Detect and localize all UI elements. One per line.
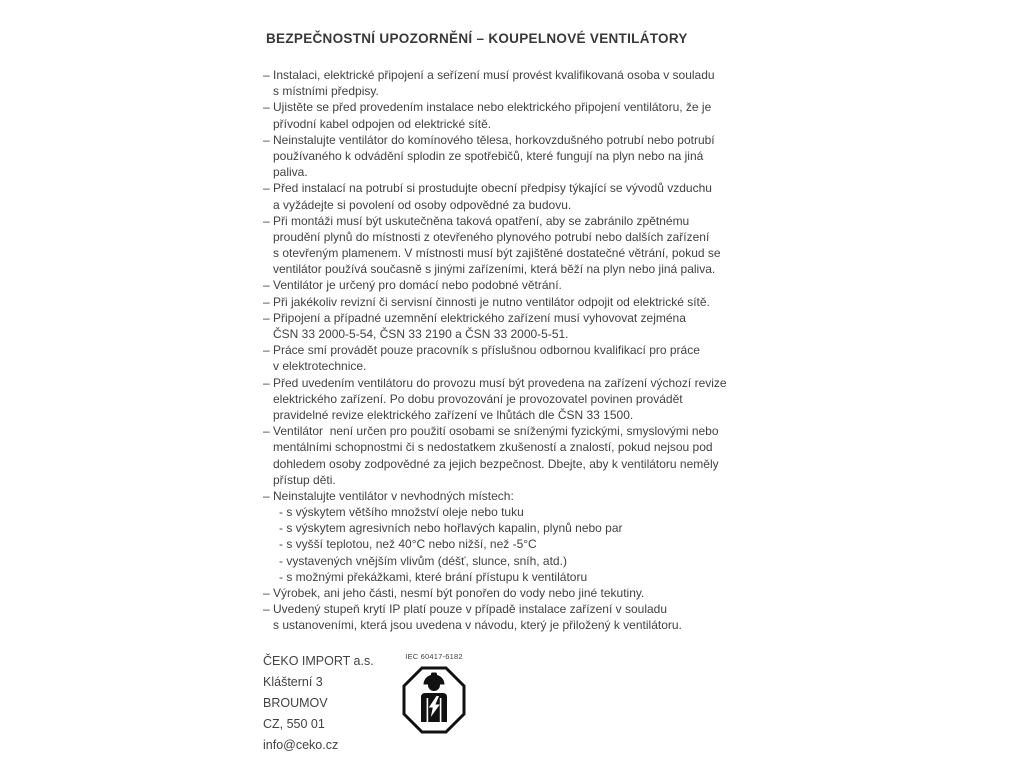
warning-line: - s výskytem agresivních nebo hořlavých kapalin, plynů nebo par — [279, 521, 623, 536]
warning-list — [263, 67, 727, 634]
warning-line: a vyžádejte si povolení od osoby odpovědné za budovu. — [273, 197, 572, 212]
cert-block — [401, 652, 467, 734]
warning-line: proudění plynů do místnosti z otevřeného plynového potrubí nebo dalších zařízení — [273, 229, 710, 244]
arm-separator-right — [440, 698, 442, 722]
warning-line: - s možnými překážkami, které brání přístupu k ventilátoru — [279, 569, 588, 584]
warning-line: elektrického zařízení. Po dobu provozování je provozovatel povinen provádět — [273, 391, 683, 406]
warning-line: – Výrobek, ani jeho části, nesmí být ponořen do vody nebo jiné tekutiny. — [263, 586, 645, 600]
address-line: info@ceko.cz — [263, 738, 339, 752]
warning-line: přístup děti. — [273, 472, 336, 487]
address-line: ČEKO IMPORT a.s. — [263, 654, 374, 668]
warning-line: – Před instalací na potrubí si prostudujte obecní předpisy týkající se vývodů vzduchu — [263, 181, 712, 196]
arm-separator-left — [427, 698, 429, 722]
warning-line: - s vyšší teplotou, než 40°C nebo nižší, než -5°C — [279, 537, 537, 552]
warning-line: ventilátor používá současně s jinými zařízeními, která běží na plyn nebo jiná paliva. — [273, 262, 716, 277]
footer-address — [263, 651, 374, 756]
warning-line: – Při jakékoliv revizní či servisní činnosti je nutno ventilátor odpojit od elektrické sítě. — [263, 294, 710, 309]
warning-line: – Neinstalujte ventilátor do komínového tělesa, horkovzdušného potrubí nebo potrubí — [263, 132, 715, 147]
warning-line: – Ujistěte se před provedením instalace nebo elektrického připojení ventilátoru, že je — [263, 100, 712, 115]
address-line: CZ, 550 01 — [263, 717, 325, 731]
warning-line: – Práce smí provádět pouze pracovník s příslušnou odbornou kvalifikací pro práce — [263, 343, 700, 358]
page-title: BEZPEČNOSTNÍ UPOZORNĚNÍ – KOUPELNOVÉ VENTILÁTORY — [266, 31, 688, 46]
warning-line: v elektrotechnice. — [273, 359, 367, 374]
warning-line: přívodní kabel odpojen od elektrické sítě. — [273, 116, 492, 131]
warning-line: – Uvedený stupeň krytí IP platí pouze v případě instalace zařízení v souladu — [263, 602, 668, 617]
warning-line: – Instalaci, elektrické připojení a seřízení musí provést kvalifikovaná osoba v souladu — [263, 68, 715, 82]
warning-line: s otevřeným plamenem. V místnosti musí být zajištěné dostatečné větrání, pokud se — [273, 246, 721, 261]
warning-line: – Ventilátor není určen pro použití osobami se sníženými fyzickými, smyslovými nebo — [263, 424, 719, 439]
warning-line: – Ventilátor je určený pro domácí nebo podobné větrání. — [263, 278, 562, 293]
head-shape — [428, 679, 440, 691]
address-line: Klášterní 3 — [263, 675, 323, 689]
warning-line: ČSN 33 2000-5-54, ČSN 33 2190 a ČSN 33 2000-5-51. — [273, 327, 569, 341]
warning-line: – Při montáži musí být uskutečněna taková opatření, aby se zabránilo zpětnému — [263, 213, 690, 228]
warning-line: dohledem osoby zodpovědné za jejich bezpečnost. Dbejte, aby k ventilátoru neměly — [273, 456, 719, 471]
cert-label: IEC 60417-6182 — [405, 652, 463, 661]
warning-line: s ustanoveními, která jsou uvedena v návodu, který je přiložený k ventilátoru. — [273, 618, 682, 633]
warning-line: s místními předpisy. — [273, 84, 379, 99]
warning-line: – Před uvedením ventilátoru do provozu musí být provedena na zařízení výchozí revize — [263, 375, 727, 390]
warning-line: – Připojení a případné uzemnění elektrického zařízení musí vyhovovat zejména — [263, 310, 686, 325]
electrician-icon — [402, 666, 466, 734]
warning-line: mentálními schopnostmi či s nedostatkem zkušeností a znalostí, pokud nejsou pod — [273, 440, 713, 455]
warning-line: paliva. — [273, 165, 308, 180]
address-line: BROUMOV — [263, 696, 328, 710]
warning-line: pravidelné revize elektrického zařízení ve lhůtách dle ČSN 33 1500. — [273, 407, 634, 422]
warning-line: - s výskytem většího množství oleje nebo tuku — [279, 505, 524, 520]
warning-line: - vystavených vnějším vlivům (déšť, slunce, sníh, atd.) — [279, 553, 567, 568]
warning-line: používaného k odvádění splodin ze spotřebičů, které fungují na plyn nebo na jiná — [273, 148, 704, 163]
warning-line: – Neinstalujte ventilátor v nevhodných místech: — [263, 488, 514, 503]
